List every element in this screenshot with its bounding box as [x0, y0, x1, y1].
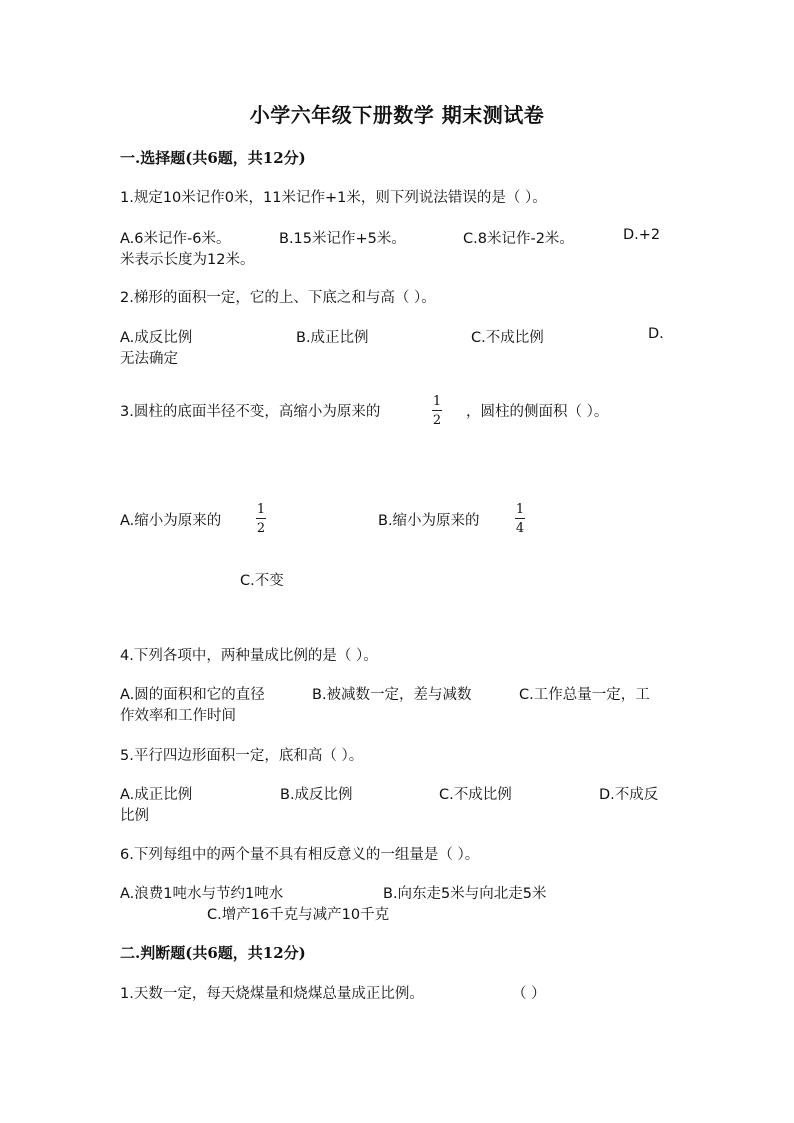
fraction-denominator: 2 [432, 413, 442, 428]
q2-option-d-continued: 无法确定 [120, 351, 178, 367]
q3-option-a-fraction [256, 503, 266, 535]
fraction-numerator: 1 [256, 502, 266, 517]
q4-option-c-continued: 作效率和工作时间 [120, 708, 236, 724]
fraction-bar [432, 410, 442, 411]
question-1-stem: 1.规定10米记作0米，11米记作+1米，则下列说法错误的是（ ）。 [120, 190, 547, 206]
q3-option-a[interactable]: A.缩小为原来的 [120, 513, 222, 529]
q2-option-d[interactable]: D. [648, 326, 664, 342]
q1-option-b[interactable]: B.15米记作+5米。 [279, 231, 406, 247]
q1-option-a[interactable]: A.6米记作-6米。 [120, 231, 231, 247]
q5-option-b[interactable]: B.成反比例 [280, 787, 353, 803]
q4-option-a[interactable]: A.圆的面积和它的直径 [120, 687, 265, 703]
fraction-denominator: 2 [256, 521, 266, 536]
q6-option-a[interactable]: A.浪费1吨水与节约1吨水 [120, 886, 284, 902]
question-6-stem: 6.下列每组中的两个量不具有相反意义的一组量是（ ）。 [120, 847, 480, 863]
fraction-numerator: 1 [515, 502, 525, 517]
q5-option-a[interactable]: A.成正比例 [120, 787, 193, 803]
question-3-stem-end: ，圆柱的侧面积（ ）。 [466, 404, 609, 420]
q3-option-b-fraction [515, 503, 525, 535]
q4-option-c[interactable]: C.工作总量一定，工 [519, 687, 650, 703]
q5-option-c[interactable]: C.不成比例 [439, 787, 512, 803]
q4-option-b[interactable]: B.被减数一定，差与减数 [312, 687, 472, 703]
q2-option-c[interactable]: C.不成比例 [471, 330, 544, 346]
question-2-stem: 2.梯形的面积一定，它的上、下底之和与高（ ）。 [120, 290, 436, 306]
fraction-numerator: 1 [432, 394, 442, 409]
q2-option-b[interactable]: B.成正比例 [296, 330, 369, 346]
q1-option-c[interactable]: C.8米记作-2米。 [463, 231, 574, 247]
q2-option-a[interactable]: A.成反比例 [120, 330, 193, 346]
q3-option-c[interactable]: C.不变 [240, 573, 284, 589]
q1-option-d[interactable]: D.+2 [623, 227, 661, 243]
judgment-answer-blank[interactable]: （ ） [512, 986, 546, 1002]
q5-option-d[interactable]: D.不成反 [599, 787, 659, 803]
q3-option-b[interactable]: B.缩小为原来的 [378, 513, 480, 529]
section-heading-choice: 一.选择题(共6题，共12分) [120, 149, 306, 167]
section-heading-judgment: 二.判断题(共6题，共12分) [120, 944, 306, 962]
question-5-stem: 5.平行四边形面积一定，底和高（ ）。 [120, 748, 364, 764]
q1-option-d-continued: 米表示长度为12米。 [120, 252, 255, 268]
judgment-question-1-stem: 1.天数一定，每天烧煤量和烧煤总量成正比例。 [120, 986, 424, 1002]
q6-option-c[interactable]: C.增产16千克与减产10千克 [207, 907, 390, 923]
fraction-bar [256, 518, 266, 519]
q3-stem-fraction [432, 395, 442, 427]
fraction-denominator: 4 [515, 521, 525, 536]
question-3-stem: 3.圆柱的底面半径不变，高缩小为原来的 [120, 404, 381, 420]
q6-option-b[interactable]: B.向东走5米与向北走5米 [383, 886, 547, 902]
page-title: 小学六年级下册数学 期末测试卷 [249, 103, 545, 127]
question-4-stem: 4.下列各项中，两种量成比例的是（ ）。 [120, 648, 378, 664]
q5-option-d-continued: 比例 [120, 808, 149, 824]
fraction-bar [515, 518, 525, 519]
